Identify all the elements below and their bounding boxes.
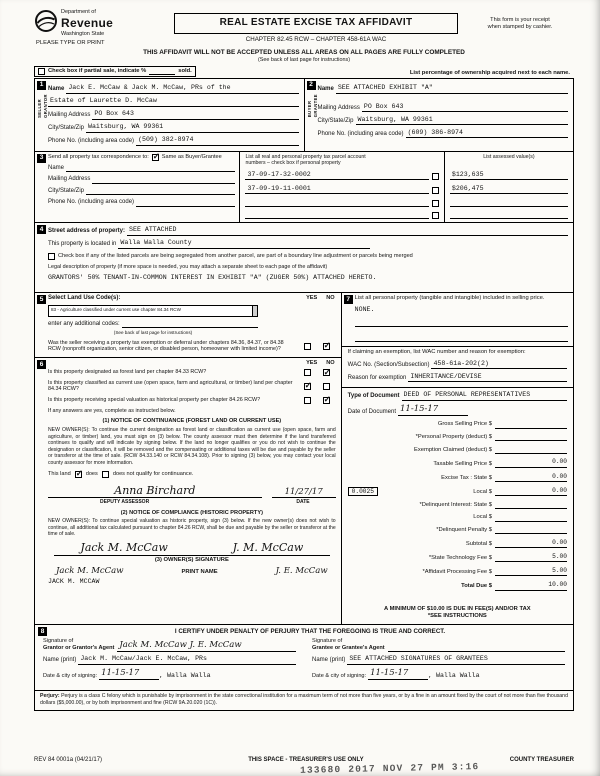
- print-name-hand-1: Jack M. McCaw: [56, 565, 124, 576]
- section-6-badge: 6: [37, 360, 46, 369]
- street-address-value: SEE ATTACHED: [129, 226, 177, 234]
- parcel-row: [245, 199, 438, 207]
- doc-type-field[interactable]: [402, 391, 567, 401]
- corr-phone-field[interactable]: [136, 199, 235, 207]
- current-use-yes-checkbox[interactable]: [304, 383, 311, 390]
- seller-phone-field[interactable]: [136, 136, 298, 146]
- land-does-checkbox[interactable]: [75, 471, 82, 478]
- parcel-header-line2: numbers – check box if personal property: [245, 160, 341, 167]
- ownership-note: List percentage of ownership acquired next to each name.: [409, 69, 570, 76]
- buyer-address-field[interactable]: [362, 103, 568, 113]
- please-type-or-print: PLEASE TYPE OR PRINT: [36, 39, 105, 46]
- parcel-row: [245, 171, 438, 181]
- dept-line2: Revenue: [61, 15, 114, 30]
- personal-property-blank-2[interactable]: [355, 334, 568, 342]
- grantor-signature-block: [35, 636, 304, 682]
- does-not-label: does not qualify for continuance.: [112, 470, 194, 477]
- delinquent-interest-state-field[interactable]: [495, 501, 567, 509]
- correspondence-fields: [35, 152, 239, 222]
- legal-description-value: GRANTORS' 50% TENANT-IN-COMMON INTEREST IN EXHIBIT "A" (ZUGER 50%) ATTACHED HERETO.: [48, 273, 377, 281]
- reason-label: Reason for exemption: [347, 374, 407, 381]
- section-7-badge: 7: [344, 295, 353, 304]
- grantee-name-print-label: Name (print): [312, 657, 346, 664]
- buyer-name-field[interactable]: [336, 84, 568, 94]
- parcel-personal-checkbox-1[interactable]: [432, 173, 439, 180]
- affidavit-processing-fee-field[interactable]: [495, 567, 567, 577]
- notice-continuance-title: (1) NOTICE OF CONTINUANCE (FOREST LAND OR CURRENT USE): [102, 418, 282, 425]
- owners-signature-label: (3) OWNER(S) SIGNATURE: [54, 555, 330, 564]
- excise-tax-state-field[interactable]: [495, 473, 567, 483]
- assessed-value-field-1[interactable]: [450, 171, 568, 181]
- land-use-select-scrollbar[interactable]: [252, 306, 257, 316]
- wac-label: WAC No. (Section/Subsection): [347, 361, 430, 368]
- grantor-sig-label-line2: Grantor or Grantor's Agent: [43, 645, 115, 652]
- parcel-personal-checkbox-3[interactable]: [432, 200, 439, 207]
- current-use-question: Is this property classified as current use (open space, farm and agricultural, or timber) land per chapter 84.34 RCW?: [48, 379, 293, 393]
- parcel-row: [245, 211, 438, 219]
- legal-description-label: Legal description of property (if more space is needed, you may attach a separate sheet to each page of the affidavit): [48, 263, 328, 270]
- buyer-address-label: Mailing Address: [317, 104, 360, 111]
- excise-tax-local-field[interactable]: [495, 487, 567, 497]
- grantee-name-print-value: SEE ATTACHED SIGNATURES OF GRANTEES: [349, 655, 488, 663]
- land-does-not-checkbox[interactable]: [102, 471, 109, 478]
- assessed-value-1: $123,635: [451, 170, 484, 178]
- buyer-name-value: SEE ATTACHED EXHIBIT "A": [337, 84, 433, 92]
- same-as-buyer-label: Same as Buyer/Grantee: [161, 153, 222, 160]
- buyer-phone-label: Phone No. (including area code): [317, 130, 404, 137]
- grantor-name-print-field[interactable]: [78, 655, 296, 665]
- parcel-number-field-1[interactable]: [245, 171, 428, 181]
- partial-sale-checkbox[interactable]: [38, 68, 45, 75]
- this-land-label: This land: [48, 470, 71, 477]
- forest-land-question: Is this property designated as forest land per chapter 84.33 RCW?: [48, 369, 207, 376]
- partial-sale-box: [34, 66, 196, 77]
- receipt-note-line2: when stamped by cashier.: [487, 23, 553, 30]
- historic-yes-checkbox[interactable]: [304, 397, 311, 404]
- personal-property-deduct-field[interactable]: [495, 433, 567, 441]
- assessed-value-2: $206,475: [451, 184, 484, 192]
- form-title: REAL ESTATE EXCISE TAX AFFIDAVIT: [174, 13, 458, 34]
- land-use-selected-value: 83 - Agriculture classified under current use chapter 84.34 RCW: [51, 306, 181, 312]
- partial-sale-row: [34, 66, 574, 77]
- page-footer: [34, 757, 574, 765]
- deferral-yes-checkbox[interactable]: [304, 343, 311, 350]
- grantor-date-value: 11-15-17: [101, 668, 140, 679]
- parcel-numbers-column: [239, 152, 443, 222]
- grantee-date-value: 11-15-17: [370, 668, 409, 679]
- personal-property-blank-1[interactable]: [355, 319, 568, 327]
- property-section: [35, 223, 573, 293]
- corr-phone-label: Phone No. (including area code): [48, 199, 135, 206]
- land-use-select[interactable]: [48, 305, 258, 317]
- segregated-checkbox[interactable]: [48, 253, 55, 260]
- doc-date-label: Date of Document: [347, 408, 397, 415]
- street-address-label: Street address of property:: [48, 228, 126, 235]
- historic-question: Is this property receiving special valuation as historical property per chapter 84.26 RCW?: [48, 396, 261, 403]
- grantor-city-value: , Walla Walla: [159, 671, 211, 679]
- seller-phone-label: Phone No. (including area code): [48, 138, 135, 145]
- print-name-label: PRINT NAME: [181, 569, 218, 576]
- buyer-phone-value: (609) 386-8974: [407, 128, 463, 136]
- subtotal-label: Subtotal $: [465, 540, 492, 547]
- parcel-row: [245, 185, 438, 195]
- perjury-body: Perjury is a class C felony which is punishable by imprisonment in the state correctional institution for a maximum term of not more than five years, or by a fine in an amount fixed by the court of not more than five thousand dollars ($5,000.00), or by both imprisonment and fine (RCW 9A.20.020 (1C)).: [40, 693, 568, 707]
- corr-city-label: City/State/Zip: [48, 187, 85, 194]
- same-as-buyer-checkbox[interactable]: [152, 154, 159, 161]
- buyer-phone-field[interactable]: [406, 129, 568, 139]
- seller-address-value: PO Box 643: [94, 110, 134, 118]
- land-use-section: [35, 293, 341, 358]
- minimum-fee-note: [348, 601, 567, 620]
- buyer-side-word1: BUYER: [306, 100, 312, 118]
- state-technology-fee-field[interactable]: [495, 553, 567, 563]
- grantee-city-value: , Walla Walla: [428, 671, 480, 679]
- state-technology-fee-value: 5.00: [552, 552, 567, 560]
- print-name-hand-2: J. E. McCaw: [275, 565, 328, 576]
- located-in-value: Walla Walla County: [120, 239, 192, 247]
- send-correspondence-label: Send all property tax correspondence to:: [48, 153, 149, 160]
- dept-line1: Department of: [61, 9, 96, 15]
- seller-address-label: Mailing Address: [48, 112, 91, 119]
- corr-address-label: Mailing Address: [48, 176, 91, 183]
- subtotal-field[interactable]: [495, 539, 567, 549]
- delinquent-interest-local-field[interactable]: [495, 514, 567, 522]
- grantee-date-label: Date & city of signing:: [312, 672, 367, 679]
- sec5-no-label: NO: [326, 295, 335, 302]
- deputy-date-label: DATE: [296, 499, 310, 506]
- seller-section: [35, 79, 304, 151]
- warning-line: THIS AFFIDAVIT WILL NOT BE ACCEPTED UNLESS ALL AREAS ON ALL PAGES ARE FULLY COMPLETED: [143, 48, 465, 56]
- partial-sale-label: Check box if partial sale, indicate %: [48, 67, 147, 74]
- seller-name-value-2: Estate of Laurette D. McCaw: [50, 97, 157, 105]
- parcel-number-1: 37-09-17-32-0002: [247, 170, 311, 178]
- gross-selling-price-field[interactable]: [495, 421, 567, 429]
- segregated-label: Check box if any of the listed parcels are being segregated from another parcel, are part of a boundary line adjustment or parcels being merged: [58, 252, 413, 259]
- parcel-number-field-3[interactable]: [245, 199, 428, 207]
- deferral-question: Was the seller receiving a property tax exemption or deferral under chapters 84.36, 84.37, or 84.38 RCW (nonprofit organization, senior citizen, or disabled person, homeowner with limited income)?: [48, 339, 284, 353]
- grantee-date-field[interactable]: [368, 668, 428, 680]
- located-in-label: This property is located in: [48, 241, 117, 248]
- dept-wordmark: [61, 9, 113, 38]
- certify-statement: I CERTIFY UNDER PENALTY OF PERJURY THAT THE FOREGOING IS TRUE AND CORRECT.: [174, 628, 446, 636]
- deferral-no-checkbox[interactable]: [323, 343, 330, 350]
- seller-name-label: Name: [48, 86, 65, 93]
- subtotal-value: 0.00: [552, 538, 567, 546]
- assessed-header: List assessed value(s): [483, 153, 535, 160]
- sec5-yes-no-header: [306, 295, 335, 302]
- delinquent-penalty-label: *Delinquent Penalty $: [436, 526, 492, 533]
- deputy-signature-field[interactable]: [48, 484, 262, 499]
- dept-line3: Washington State: [61, 30, 105, 37]
- doc-date-field[interactable]: [398, 404, 468, 416]
- receipt-note: [466, 9, 574, 31]
- section-8-badge: 8: [38, 627, 47, 636]
- sec6-no-label: NO: [326, 360, 335, 367]
- total-due-field[interactable]: [495, 581, 567, 591]
- deputy-date-value: 11/27/17: [284, 486, 323, 497]
- assessed-values-column: [444, 152, 573, 222]
- personal-property-section: [342, 293, 573, 347]
- buyer-section: [304, 79, 574, 151]
- middle-sections-row: [35, 293, 573, 625]
- print-name-row: [48, 566, 336, 577]
- seller-name-field[interactable]: [66, 84, 298, 94]
- deputy-signature-value: Anna Birchard: [114, 483, 196, 497]
- grantee-signature-block: [304, 636, 573, 682]
- correspondence-section: [35, 152, 573, 223]
- seller-side-label: [37, 94, 49, 118]
- assessed-value-field-3[interactable]: [450, 199, 568, 207]
- county-treasurer-label: COUNTY TREASURER: [509, 756, 574, 763]
- form-header: [34, 9, 574, 48]
- state-technology-fee-label: *State Technology Fee $: [428, 555, 492, 562]
- parcel-personal-checkbox-4[interactable]: [432, 212, 439, 219]
- deputy-labels-row: [48, 498, 336, 505]
- seller-city-field[interactable]: [86, 123, 298, 133]
- wac-field[interactable]: [431, 360, 567, 370]
- delinquent-penalty-field[interactable]: [495, 526, 567, 534]
- grantor-date-field[interactable]: [99, 668, 159, 680]
- sec5-yes-label: YES: [306, 295, 318, 302]
- doc-type-label: Type of Document: [347, 393, 400, 400]
- land-qualify-row: [48, 471, 336, 478]
- section-3-badge: 3: [37, 154, 46, 163]
- taxable-selling-price-field[interactable]: [495, 458, 567, 468]
- affidavit-processing-fee-label: *Affidavit Processing Fee $: [422, 569, 492, 576]
- personal-property-value: NONE.: [354, 305, 375, 313]
- owner-signature-2: J. M. McCaw: [232, 540, 304, 554]
- section-1-badge: 1: [37, 81, 46, 90]
- cashier-date-stamp: 133680 2017 NOV 27 PM 3:16: [299, 761, 480, 776]
- current-use-no-checkbox[interactable]: [323, 383, 330, 390]
- deputy-assessor-label: DEPUTY ASSESSOR: [100, 499, 150, 506]
- buyer-side-word2: GRANTEE: [312, 93, 318, 118]
- grantor-date-label: Date & city of signing:: [43, 672, 98, 679]
- excise-tax-state-value: 0.00: [552, 472, 567, 480]
- notice-continuance-body: NEW OWNER(S): To continue the current designation as forest land or classification as current use (open space, farm and agriculture, or timber) land, you must sign on (3) below. The county assessor must then determine if the land transferred continues to qualify and will indicate by signing below. If the land no longer qualifies or you do not wish to continue the designation or classification, it will be removed and the compensating or additional taxes will be due and payable by the seller or transferor at the time of sale. (RCW 84.33.140 or RCW 84.34.108). Prior to signing (3) below, you may contact your local county assessor for more information.: [48, 426, 336, 466]
- notice-compliance-title: (2) NOTICE OF COMPLIANCE (HISTORIC PROPERTY): [120, 509, 263, 516]
- tax-computation-section: [342, 388, 573, 624]
- total-due-label: Total Due $: [461, 583, 492, 590]
- doc-date-value: 11-15-17: [400, 404, 439, 415]
- grantee-sig-label-line1: Signature of: [312, 638, 343, 645]
- forest-yes-checkbox[interactable]: [304, 369, 311, 376]
- local-rate-box: 0.0025: [348, 487, 378, 497]
- grantor-signature-value: Jack M. McCaw J. E. McCaw: [119, 640, 242, 651]
- additional-codes-label: enter any additional codes:: [48, 320, 120, 327]
- exemption-claimed-field[interactable]: [495, 446, 567, 454]
- owner-signature-1: Jack M. McCaw: [80, 540, 168, 554]
- taxable-selling-price-label: Taxable Selling Price $: [433, 460, 492, 467]
- assessed-value-field-2[interactable]: [450, 185, 568, 195]
- partial-sold-label: sold.: [178, 67, 192, 74]
- grantee-sig-label-line2: Grantee or Grantee's Agent: [312, 645, 385, 652]
- chapter-line: CHAPTER 82.45 RCW – CHAPTER 458-61A WAC: [245, 35, 387, 43]
- excise-tax-local-label: Local $: [473, 489, 492, 496]
- affidavit-form: [34, 78, 574, 711]
- section-2-badge: 2: [307, 81, 316, 90]
- perjury-lead: Perjury:: [40, 693, 60, 700]
- buyer-city-label: City/State/Zip: [317, 117, 354, 124]
- reason-value: INHERITANCE/DEVISE: [410, 372, 482, 380]
- taxable-selling-price-value: 0.00: [552, 458, 567, 466]
- parcel-number-2: 37-09-19-11-0001: [247, 184, 311, 192]
- affidavit-processing-fee-value: 5.00: [552, 566, 567, 574]
- personal-property-deduct-label: *Personal Property (deduct) $: [415, 433, 492, 440]
- gross-selling-price-label: Gross Selling Price $: [437, 421, 492, 428]
- parties-row: [35, 79, 573, 152]
- grantee-signature-label: [312, 638, 385, 651]
- treasurer-space-label: THIS SPACE - TREASURER'S USE ONLY: [248, 756, 364, 763]
- buyer-city-value: Waitsburg, WA 99361: [357, 115, 433, 123]
- deputy-date-field[interactable]: [272, 487, 336, 499]
- grantor-name-print-value: Jack M. McCaw/Jack E. McCaw, PRs: [80, 655, 207, 663]
- print-name-typed: JACK M. MCCAW: [48, 578, 100, 586]
- if-yes-note: If any answers are yes, complete as instructed below.: [48, 407, 176, 414]
- grantor-sig-label-line1: Signature of: [43, 638, 74, 645]
- grantee-signature-field[interactable]: [388, 644, 565, 652]
- corr-name-label: Name: [48, 164, 65, 171]
- personal-property-label: List all personal property (tangible and intangible) included in selling price.: [354, 295, 545, 302]
- receipt-note-line1: This form is your receipt: [490, 17, 550, 23]
- buyer-city-field[interactable]: [356, 116, 568, 126]
- exemption-intro: If claiming an exemption, list WAC number and reason for exemption:: [347, 349, 526, 356]
- perjury-notice: [35, 691, 573, 710]
- minimum-fee-note-line1: A MINIMUM OF $10.00 IS DUE IN FEE(S) AND/OR TAX: [383, 605, 531, 612]
- grantor-signature-label: [43, 638, 114, 651]
- seller-side-word1: SELLER: [37, 98, 42, 118]
- reason-field[interactable]: [408, 373, 567, 383]
- sec6-yes-label: YES: [306, 360, 318, 367]
- exemption-claimed-label: Exemption Claimed (deduct) $: [414, 446, 492, 453]
- minimum-fee-note-line2: *SEE INSTRUCTIONS: [427, 613, 487, 620]
- revenue-logo-icon: [34, 9, 58, 33]
- left-column: [35, 293, 342, 624]
- seller-city-value: Waitsburg, WA 99361: [88, 123, 164, 131]
- exemption-section: [342, 347, 573, 388]
- seller-name-field-2[interactable]: [48, 97, 299, 107]
- excise-tax-state-label: Excise Tax : State $: [441, 474, 492, 481]
- notice-compliance-body: NEW OWNER(S): To continue special valuation as historic property, sign (3) below. If the new owner(s) does not wish to continue, all additional tax calculated pursuant to chapter 84.26 RCW, shall be due and payable by the seller or transferor at the time of sale.: [48, 518, 336, 538]
- continuance-section: [35, 358, 341, 624]
- corr-name-field[interactable]: [66, 164, 235, 172]
- see-back-note: (See back of last page for instructions): [258, 56, 350, 63]
- grantee-name-print-field[interactable]: [347, 655, 565, 665]
- street-address-field[interactable]: [127, 226, 568, 236]
- sec5-see-back-note: (See back of last page for instructions): [113, 330, 193, 336]
- wac-value: 458-61a-202(2): [433, 359, 489, 367]
- parcel-number-field-4[interactable]: [245, 211, 428, 219]
- partial-percent-field[interactable]: [149, 69, 175, 75]
- parcel-number-field-2[interactable]: [245, 185, 428, 195]
- rev-number: REV 84 0001a (04/21/17): [34, 756, 103, 763]
- historic-no-checkbox[interactable]: [323, 397, 330, 404]
- seller-address-field[interactable]: [92, 110, 298, 120]
- owners-signature-row[interactable]: [48, 541, 336, 555]
- land-use-label: Select Land Use Code(s):: [48, 295, 121, 302]
- buyer-address-value: PO Box 643: [363, 102, 404, 110]
- seller-side-word2: GRANTOR: [43, 93, 49, 118]
- seller-phone-value: (509) 382-8974: [138, 136, 194, 144]
- corr-city-field[interactable]: [86, 187, 235, 195]
- parcel-header-line1: List all real and personal property tax parcel account: [245, 153, 366, 160]
- seller-name-value-1: Jack E. McCaw & Jack M. McCaw, PRs of the: [68, 84, 231, 92]
- forest-no-checkbox[interactable]: [323, 369, 330, 376]
- assessed-value-field-4[interactable]: [450, 211, 568, 219]
- grantor-signature-field[interactable]: [117, 640, 296, 652]
- dor-logo: [34, 9, 166, 38]
- delinquent-interest-state-label: *Delinquent Interest: State $: [419, 501, 492, 508]
- buyer-name-label: Name: [317, 86, 334, 93]
- excise-tax-local-value: 0.00: [552, 486, 567, 494]
- doc-type-value: DEED OF PERSONAL REPRESENTATIVES: [403, 391, 531, 399]
- right-column: [342, 293, 573, 624]
- grantor-name-print-label: Name (print): [43, 657, 77, 664]
- corr-address-field[interactable]: [92, 176, 235, 184]
- seller-city-label: City/State/Zip: [48, 125, 85, 132]
- parcel-personal-checkbox-2[interactable]: [432, 187, 439, 194]
- buyer-side-label: [307, 94, 319, 117]
- additional-codes-field[interactable]: [122, 320, 258, 328]
- section-4-badge: 4: [37, 225, 46, 234]
- delinquent-interest-local-label: Local $: [473, 514, 492, 521]
- does-label: does: [85, 470, 98, 477]
- located-in-field[interactable]: [118, 239, 370, 249]
- total-due-value: 10.00: [548, 581, 567, 588]
- certification-section: [35, 625, 573, 691]
- section-5-badge: 5: [37, 295, 46, 304]
- deputy-signature-row: [48, 484, 336, 499]
